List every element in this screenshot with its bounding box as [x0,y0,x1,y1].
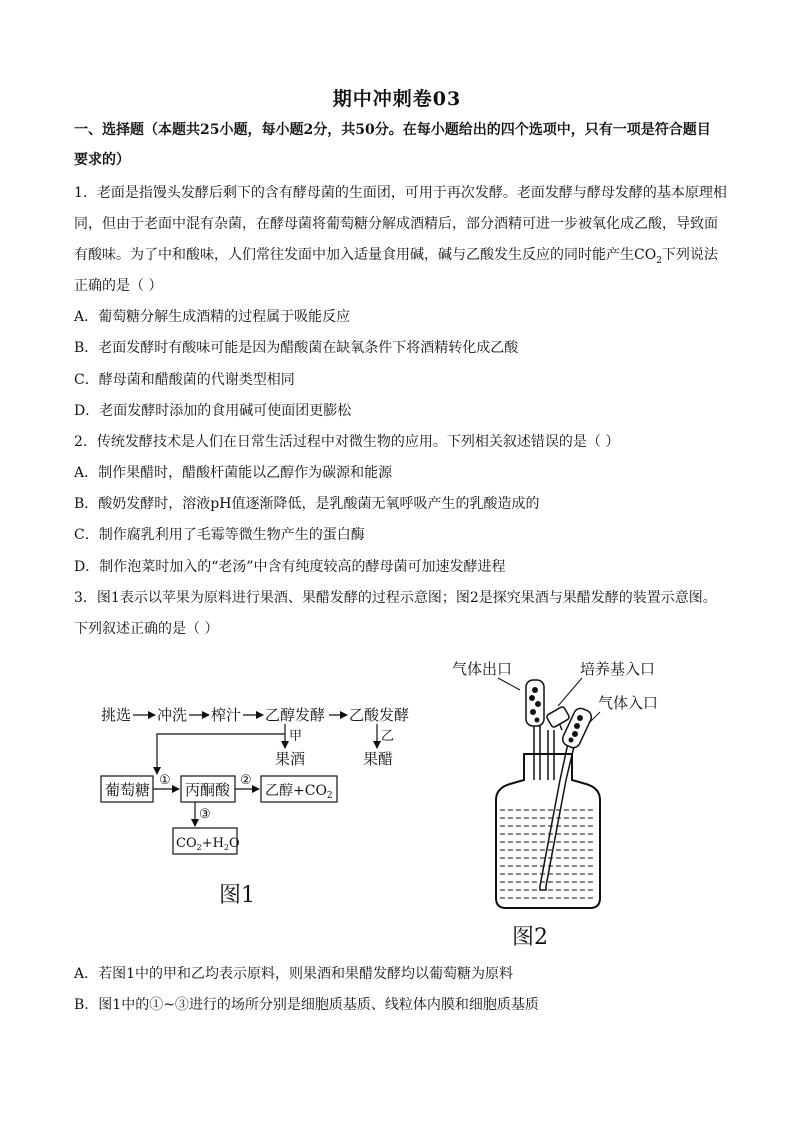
q3-option-a: A．若图1中的甲和乙均表示原料，则果酒和果醋发酵均以葡萄糖为原料 [74,966,514,982]
step-2: ② [240,773,252,788]
box-pyruvate-label: 丙酮酸 [185,781,231,799]
leader-line [498,678,520,690]
q2-stem: 2．传统发酵技术是人们在日常生活过程中对微生物的应用。下列相关叙述错误的是（ ） [74,434,620,450]
clamp-icon [546,706,570,728]
label-yi: 乙 [381,729,395,744]
q2-option-a: A．制作果醋时，醋酸杆菌能以乙醇作为碳源和能源 [74,465,393,481]
step-3: ③ [199,807,211,822]
q3-option-b: B．图1中的①~③进行的场所分别是细胞质基质、线粒体内膜和细胞质基质 [74,997,539,1013]
q2-option-b: B．酸奶发酵时，溶液pH值逐渐降低，是乳酸菌无氧呼吸产生的乳酸造成的 [74,496,540,512]
figure-2-apparatus [440,650,720,955]
q1-option-c: C．酵母菌和醋酸菌的代谢类型相同 [74,372,295,388]
q1-option-a: A．葡萄糖分解生成酒精的过程属于吸能反应 [74,309,351,325]
step-1: ① [159,773,171,788]
q1-option-d: D．老面发酵时添加的食用碱可使面团更膨松 [74,403,352,419]
arrow-icon [157,734,285,774]
clamp-icon [526,680,544,726]
q1-stem-line2: 同，但由于老面中混有杂菌，在酵母菌将葡萄糖分解成酒精后，部分酒精可进一步被氧化成乙酸，导致面 [74,216,718,232]
box-ethanol-co2-label: 乙醇$+CO_2$ [265,783,333,801]
flow-step-ethanol-fermentation: 乙醇发酵 [265,706,326,724]
label-gas-inlet: 气体入口 [598,694,659,712]
figure-1-process-diagram [95,690,425,910]
q1-option-b: B．老面发酵时有酸味可能是因为醋酸菌在缺氧条件下将酒精转化成乙酸 [74,340,519,356]
flow-step-wash: 冲洗 [157,706,188,724]
flow-step-acetic-fermentation: 乙酸发酵 [349,706,410,724]
q3-stem-line2: 下列叙述正确的是（ ） [74,621,219,637]
label-medium-inlet: 培养基入口 [580,660,656,678]
flow-step-juice: 榨汁 [211,706,242,724]
label-jia: 甲 [289,729,303,744]
flow-step-select: 挑选 [101,706,132,724]
section-header-line1: 一、选择题（本题共25小题，每小题2分，共50分。在每小题给出的四个选项中，只有一项是符合题目 [74,122,711,138]
figure-1-caption: 图1 [219,883,255,908]
q1-stem-line3: 有酸味。为了中和酸味，人们常往发面中加入适量食用碱，碱与乙酸发生反应的同时能产生$CO_2$下列说法 [74,247,718,266]
q3-stem-line1: 3．图1表示以苹果为原料进行果酒、果醋发酵的过程示意图；图2是探究果酒与果醋发酵的装置示意图。 [74,590,717,606]
q2-option-c: C．制作腐乳利用了毛霉等微生物产生的蛋白酶 [74,527,365,543]
figure-2-caption: 图2 [512,925,548,950]
label-fruit-wine: 果酒 [275,750,306,768]
label-fruit-vinegar: 果醋 [363,750,394,768]
leader-line [558,678,582,706]
label-gas-outlet: 气体出口 [452,660,513,678]
box-glucose-label: 葡萄糖 [105,781,151,799]
q1-stem-line1: 1．老面是指馒头发酵后剩下的含有酵母菌的生面团，可用于再次发酵。老面发酵与酵母发酵的基本原理相 [74,185,727,201]
page-title: 期中冲刺卷03 [332,88,462,110]
section-header-line2: 要求的） [74,152,130,168]
q2-option-d: D．制作泡菜时加入的“老汤”中含有纯度较高的酵母菌可加速发酵进程 [74,559,506,575]
box-co2-h2o-label: $CO_2+H_2O$ [176,836,240,852]
q1-stem-line4: 正确的是（ ） [74,278,163,294]
